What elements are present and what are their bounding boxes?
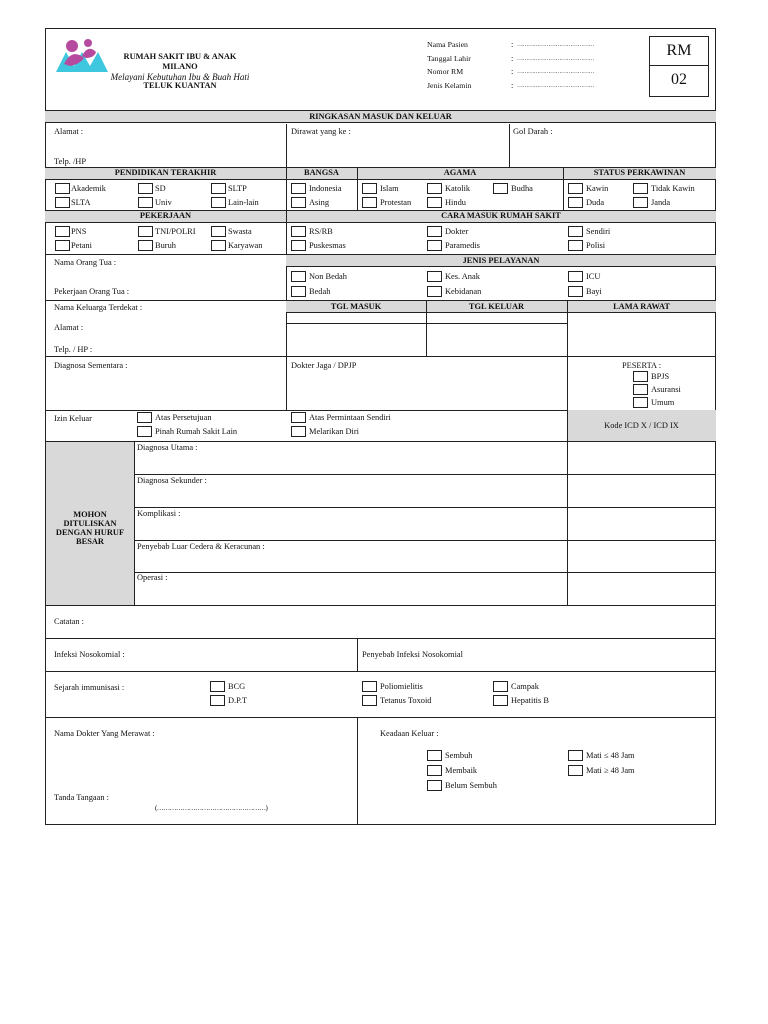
rm-number-field[interactable]: …………………………………… [517, 69, 594, 75]
condition-improved-checkbox[interactable] [427, 765, 442, 776]
religion-protestan-checkbox[interactable] [362, 197, 377, 208]
immunization-measles-label: Campak [511, 682, 539, 691]
education-akademik-checkbox[interactable] [55, 183, 70, 194]
nationality-indonesia-label: Indonesia [309, 184, 342, 193]
education-akademik-label: Akademik [71, 184, 106, 193]
condition-recovered-checkbox[interactable] [427, 750, 442, 761]
address-label: Alamat : [54, 127, 84, 136]
admission-paramedis-label: Paramedis [445, 241, 480, 250]
condition-not-recovered-checkbox[interactable] [427, 780, 442, 791]
secondary-diagnosis-label: Diagnosa Sekunder : [137, 476, 207, 485]
occupation-buruh-checkbox[interactable] [138, 240, 153, 251]
religion-budha-label: Budha [511, 184, 533, 193]
hospital-name-2: MILANO [162, 62, 198, 71]
parent-name-label: Nama Orang Tua : [54, 258, 117, 267]
religion-title: AGAMA [443, 168, 477, 177]
external-cause-label: Penyebab Luar Cedera & Keracunan : [137, 542, 265, 551]
temp-diagnosis-label: Diagnosa Sementara : [54, 361, 128, 370]
birth-date-sep: : [511, 54, 514, 63]
education-univ-label: Univ [155, 198, 172, 207]
participant-insurance-checkbox[interactable] [633, 384, 648, 395]
condition-recovered-label: Sembuh [445, 751, 473, 760]
nationality-foreign-checkbox[interactable] [291, 197, 306, 208]
uppercase-note: MOHON DITULISKAN DENGAN HURUF BESAR [55, 510, 125, 546]
signature-label: Tanda Tangaan : [54, 793, 109, 802]
doctor-on-duty-label: Dokter Jaga / DPJP [291, 361, 357, 370]
admission-dokter-checkbox[interactable] [427, 226, 442, 237]
education-slta-checkbox[interactable] [55, 197, 70, 208]
immunization-tetanus-checkbox[interactable] [362, 695, 377, 706]
permit-transfer-label: Pinah Rumah Sakit Lain [155, 427, 238, 436]
permit-approval-checkbox[interactable] [137, 412, 152, 423]
birth-date-field[interactable]: …………………………………… [517, 56, 594, 62]
marital-widow-checkbox[interactable] [633, 197, 648, 208]
permit-self-request-label: Atas Permintaan Sendiri [309, 413, 391, 422]
participant-general-checkbox[interactable] [633, 397, 648, 408]
participant-bpjs-label: BPJS [651, 372, 670, 381]
discharge-condition-label: Keadaan Keluar : [380, 729, 439, 738]
permit-escaped-checkbox[interactable] [291, 426, 306, 437]
phone-label: Telp. /HP [54, 157, 86, 166]
signature-line[interactable]: (……………………………………………) [155, 804, 268, 812]
education-title: PENDIDIKAN TERAKHIR [114, 168, 217, 177]
education-sd-checkbox[interactable] [138, 183, 153, 194]
education-other-checkbox[interactable] [211, 197, 226, 208]
patient-name-field[interactable]: …………………………………… [517, 42, 594, 48]
gender-label: Jenis Kelamin [427, 81, 472, 90]
condition-death-under-48-checkbox[interactable] [568, 750, 583, 761]
infection-cause-label: Penyebab Infeksi Nosokomial [362, 650, 463, 659]
admission-polisi-checkbox[interactable] [568, 240, 583, 251]
icd-code-title: Kode ICD X / ICD IX [604, 421, 679, 430]
attending-doctor-label: Nama Dokter Yang Merawat : [54, 729, 155, 738]
service-icu-label: ICU [586, 272, 601, 281]
education-univ-checkbox[interactable] [138, 197, 153, 208]
condition-death-under-48-label: Mati ≤ 48 Jam [586, 751, 635, 760]
service-kebidanan-checkbox[interactable] [427, 286, 442, 297]
occupation-tni-label: TNI/POLRI [155, 227, 196, 236]
immunization-tetanus-label: Tetanus Toxoid [380, 696, 432, 705]
service-kebidanan-label: Kebidanan [445, 287, 482, 296]
religion-islam-checkbox[interactable] [362, 183, 377, 194]
immunization-polio-checkbox[interactable] [362, 681, 377, 692]
occupation-karyawan-checkbox[interactable] [211, 240, 226, 251]
summary-title: RINGKASAN MASUK DAN KELUAR [45, 110, 716, 123]
participant-title: PESERTA : [621, 361, 662, 370]
rm-code-label: RM [666, 42, 692, 59]
marital-widower-label: Duda [586, 198, 605, 207]
admission-rsrb-label: RS/RB [309, 227, 333, 236]
religion-hindu-label: Hindu [445, 198, 466, 207]
condition-death-over-48-checkbox[interactable] [568, 765, 583, 776]
service-nonbedah-label: Non Bedah [309, 272, 347, 281]
admission-polisi-label: Polisi [586, 241, 606, 250]
religion-katolik-label: Katolik [445, 184, 471, 193]
religion-hindu-checkbox[interactable] [427, 197, 442, 208]
immunization-hepatitis-checkbox[interactable] [493, 695, 508, 706]
participant-bpjs-checkbox[interactable] [633, 371, 648, 382]
service-bayi-label: Bayi [586, 287, 602, 296]
condition-death-over-48-label: Mati ≥ 48 Jam [586, 766, 635, 775]
birth-date-label: Tanggal Lahir [427, 54, 471, 63]
admission-rsrb-checkbox[interactable] [291, 226, 306, 237]
service-bayi-checkbox[interactable] [568, 286, 583, 297]
patient-name-label: Nama Pasien [427, 40, 468, 49]
marital-single-label: Tidak Kawin [651, 184, 695, 193]
religion-islam-label: Islam [380, 184, 399, 193]
admission-way-title: CARA MASUK RUMAH SAKIT [441, 211, 561, 220]
nationality-foreign-label: Asing [309, 198, 330, 207]
immunization-polio-label: Poliomielitis [380, 682, 423, 691]
admission-count-label: Dirawat yang ke : [291, 127, 351, 136]
permit-self-request-checkbox[interactable] [291, 412, 306, 423]
immunization-dpt-label: D.P.T [228, 696, 248, 705]
occupation-petani-label: Petani [71, 241, 92, 250]
complication-label: Komplikasi : [137, 509, 181, 518]
admission-sendiri-label: Sendiri [586, 227, 611, 236]
marital-married-checkbox[interactable] [568, 183, 583, 194]
immunization-bcg-label: BCG [228, 682, 246, 691]
family-phone-label: Telp. / HP : [54, 345, 93, 354]
immunization-measles-checkbox[interactable] [493, 681, 508, 692]
nosocomial-infection-label: Infeksi Nosokomial : [54, 650, 125, 659]
service-bedah-checkbox[interactable] [291, 286, 306, 297]
religion-katolik-checkbox[interactable] [427, 183, 442, 194]
permit-escaped-label: Melarikan Diri [309, 427, 360, 436]
education-sltp-checkbox[interactable] [211, 183, 226, 194]
education-slta-label: SLTA [71, 198, 91, 207]
family-name-label: Nama Keluarga Terdekat : [54, 303, 143, 312]
permit-approval-label: Atas Persetujuan [155, 413, 212, 422]
occupation-swasta-checkbox[interactable] [211, 226, 226, 237]
parent-occupation-label: Pekerjaan Orang Tua : [54, 287, 130, 296]
participant-general-label: Umum [651, 398, 675, 407]
marital-title: STATUS PERKAWINAN [593, 168, 686, 177]
condition-improved-label: Membaik [445, 766, 478, 775]
patient-name-sep: : [511, 40, 514, 49]
religion-budha-checkbox[interactable] [493, 183, 508, 194]
rm-number-sep: : [511, 67, 514, 76]
notes-label: Catatan : [54, 617, 84, 626]
occupation-buruh-label: Buruh [155, 241, 176, 250]
admission-puskesmas-label: Puskesmas [309, 241, 346, 250]
education-other-label: Lain-lain [228, 198, 259, 207]
family-address-label: Alamat : [54, 323, 84, 332]
discharge-permit-label: Izin Keluar [54, 414, 92, 423]
admission-paramedis-checkbox[interactable] [427, 240, 442, 251]
permit-transfer-checkbox[interactable] [137, 426, 152, 437]
marital-married-label: Kawin [586, 184, 609, 193]
occupation-pns-label: PNS [71, 227, 87, 236]
education-sltp-label: SLTP [228, 184, 247, 193]
hospital-name: RUMAH SAKIT IBU & ANAK [123, 52, 237, 61]
marital-widow-label: Janda [651, 198, 671, 207]
service-icu-checkbox[interactable] [568, 271, 583, 282]
participant-insurance-label: Asuransi [651, 385, 681, 394]
service-nonbedah-checkbox[interactable] [291, 271, 306, 282]
length-of-stay-title: LAMA RAWAT [613, 302, 670, 311]
marital-widower-checkbox[interactable] [568, 197, 583, 208]
marital-single-checkbox[interactable] [633, 183, 648, 194]
condition-not-recovered-label: Belum Sembuh [445, 781, 497, 790]
occupation-pns-checkbox[interactable] [55, 226, 70, 237]
education-sd-label: SD [155, 184, 166, 193]
discharge-date-title: TGL KELUAR [468, 302, 525, 311]
admission-sendiri-checkbox[interactable] [568, 226, 583, 237]
occupation-swasta-label: Swasta [228, 227, 252, 236]
gender-field[interactable]: …………………………………… [517, 83, 594, 89]
service-kesanak-checkbox[interactable] [427, 271, 442, 282]
occupation-karyawan-label: Karyawan [228, 241, 263, 250]
immunization-bcg-checkbox[interactable] [210, 681, 225, 692]
service-type-title: JENIS PELAYANAN [286, 255, 716, 267]
nationality-title: BANGSA [304, 168, 339, 177]
admission-dokter-label: Dokter [445, 227, 469, 236]
occupation-title: PEKERJAAN [139, 211, 192, 220]
nationality-indonesia-checkbox[interactable] [291, 183, 306, 194]
service-bedah-label: Bedah [309, 287, 331, 296]
rm-number-label: Nomor RM [427, 67, 464, 76]
service-kesanak-label: Kes. Anak [445, 272, 480, 281]
occupation-tni-checkbox[interactable] [138, 226, 153, 237]
occupation-petani-checkbox[interactable] [55, 240, 70, 251]
admission-date-title: TGL MASUK [330, 302, 382, 311]
blood-type-label: Gol Darah : [513, 127, 553, 136]
hospital-city: TELUK KUANTAN [143, 81, 217, 90]
hospital-tagline: Melayani Kebutuhan Ibu & Buah Hati [110, 72, 250, 82]
admission-puskesmas-checkbox[interactable] [291, 240, 306, 251]
main-diagnosis-label: Diagnosa Utama : [137, 443, 198, 452]
gender-sep: : [511, 81, 514, 90]
religion-protestan-label: Protestan [380, 198, 412, 207]
immunization-label: Sejarah immunisasi : [54, 683, 125, 692]
operation-label: Operasi : [137, 573, 168, 582]
immunization-hepatitis-label: Hepatitis B [511, 696, 549, 705]
rm-code-number: 02 [671, 71, 687, 88]
immunization-dpt-checkbox[interactable] [210, 695, 225, 706]
